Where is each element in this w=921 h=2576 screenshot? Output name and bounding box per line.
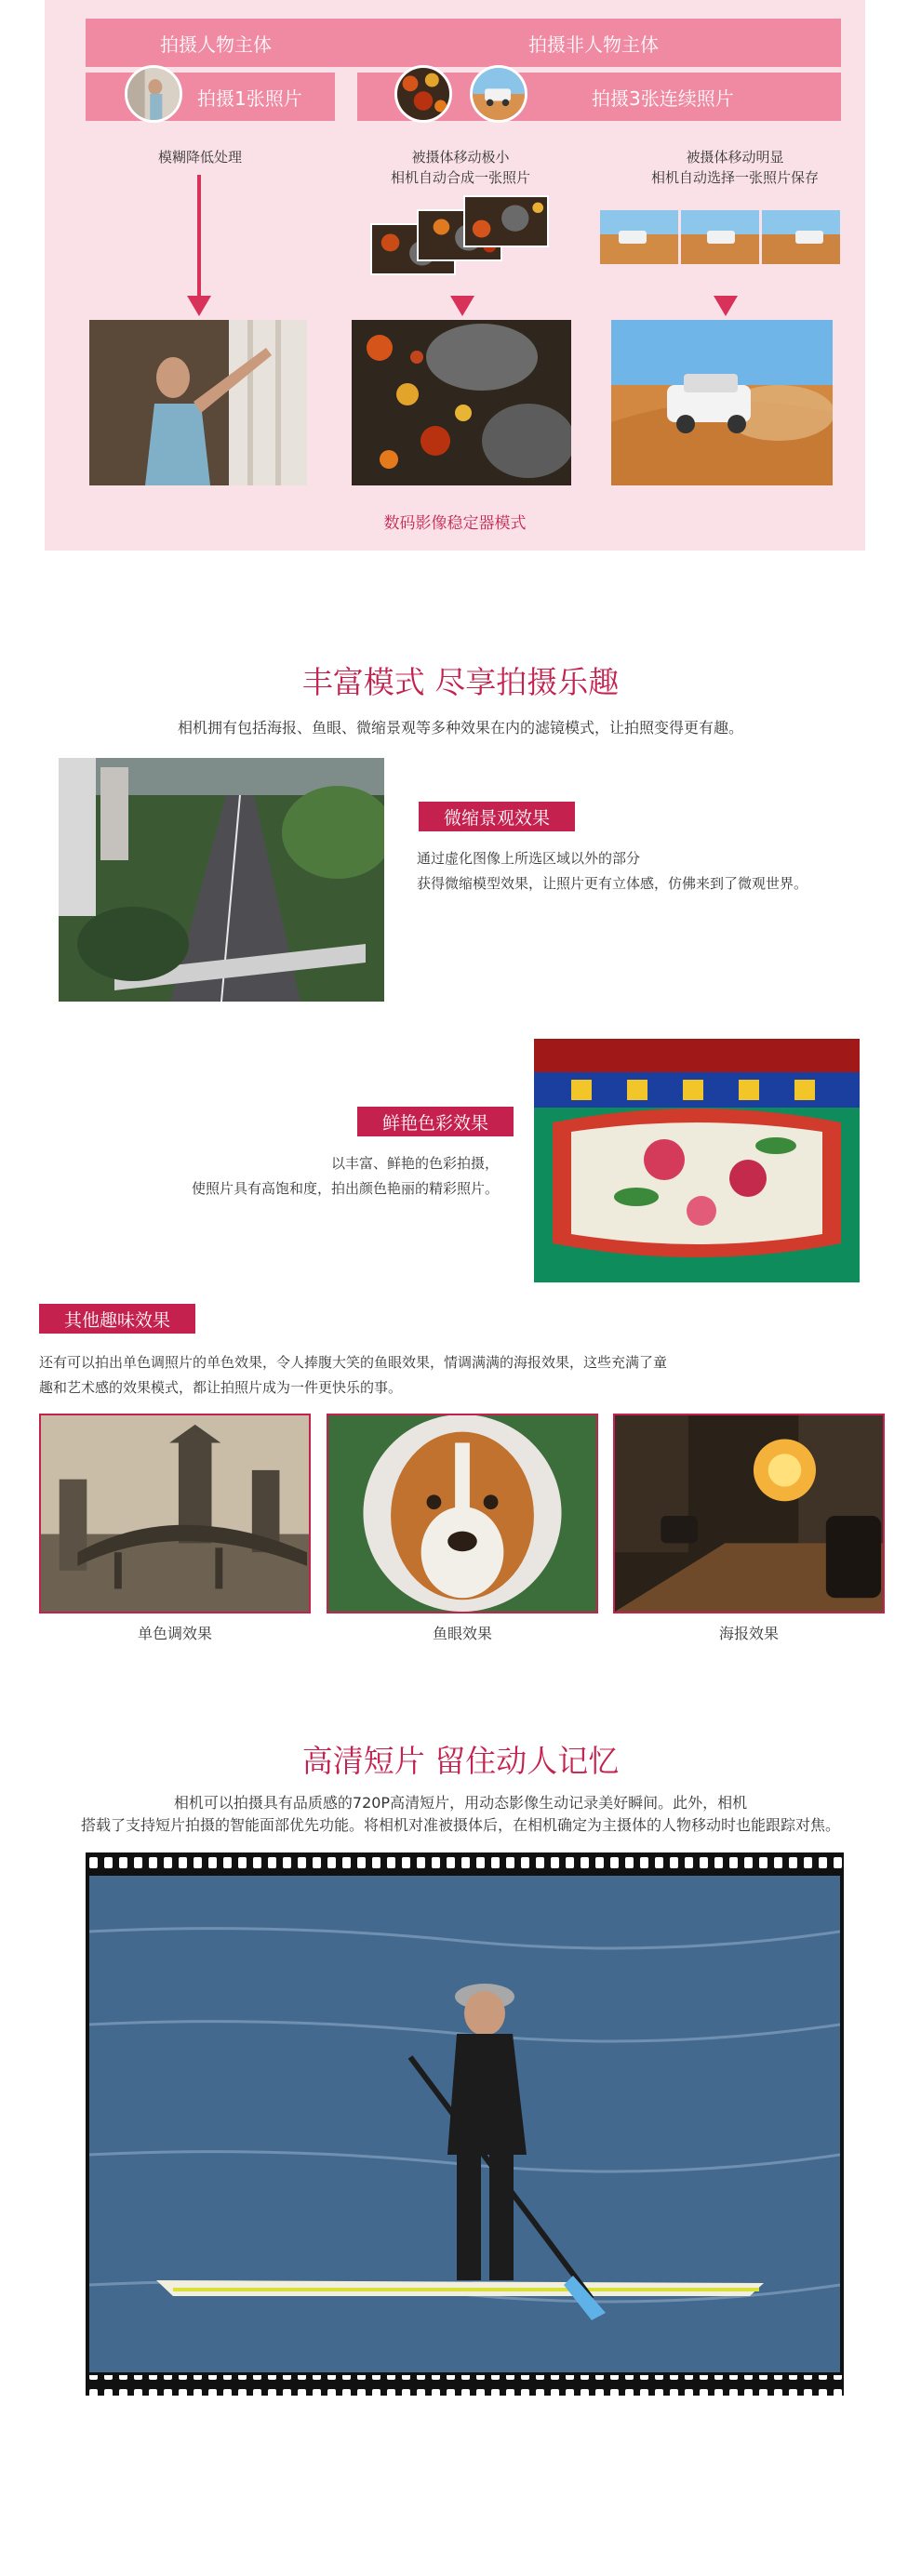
col3-caption-line2: 相机自动选择一张照片保存: [650, 169, 819, 186]
poster-photo: [613, 1414, 885, 1613]
col2-caption-line1: 被摄体移动极小: [411, 149, 510, 166]
other-effects-tag: 其他趣味效果: [39, 1304, 195, 1334]
video-title: 高清短片 留住动人记忆: [301, 1743, 620, 1779]
col2-arrowhead: [450, 296, 474, 316]
col1-arrowhead: [187, 296, 211, 316]
monochrome-caption: 单色调效果: [137, 1625, 212, 1642]
other-desc-line2: 趣和艺术感的效果模式，都让拍照片成为一件更快乐的事。: [39, 1379, 403, 1396]
col3-caption-line1: 被摄体移动明显: [686, 149, 784, 166]
col3-arrowhead: [714, 296, 738, 316]
video-desc-line2: 搭载了支持短片拍摄的智能面部优先功能。将相机对准被摄体后，在相机确定为主摄体的人物移动时也能跟踪对焦。: [80, 1816, 840, 1834]
poster-caption: 海报效果: [718, 1625, 779, 1642]
car-frame-2: [681, 210, 759, 264]
miniature-photo: [59, 758, 384, 1002]
leaves-stack-3: [463, 195, 549, 247]
desert-car-photo: [611, 320, 833, 485]
header-person-subject: 拍摄人物主体: [86, 19, 346, 67]
film-strip: [86, 1852, 844, 2396]
other-desc-line1: 还有可以拍出单色调照片的单色效果，令人捧腹大笑的鱼眼效果，情调满满的海报效果，这些充满了童: [39, 1354, 668, 1371]
car-frame-1: [600, 210, 678, 264]
video-desc-line1: 相机可以拍摄具有品质感的720P高清短片，用动态影像生动记录美好瞬间。此外，相机: [173, 1794, 748, 1812]
sub-three-photos-label: 拍摄3张连续照片: [592, 86, 734, 110]
stabilizer-mode-name: 数码影像稳定器模式: [383, 514, 527, 533]
ballerina-thumbnail: [125, 65, 182, 123]
miniature-tag: 微缩景观效果: [419, 802, 575, 831]
car-thumbnail: [470, 65, 527, 123]
miniature-desc-line2: 获得微缩模型效果，让照片更有立体感，仿佛来到了微观世界。: [417, 875, 808, 892]
col1-arrow-line: [197, 175, 201, 296]
ballerina-photo: [89, 320, 307, 485]
fisheye-caption: 鱼眼效果: [432, 1625, 492, 1642]
col1-caption: 模糊降低处理: [157, 149, 242, 166]
car-frame-3: [762, 210, 840, 264]
vivid-desc-line1: 以丰富、鲜艳的色彩拍摄，: [330, 1155, 499, 1172]
vivid-desc-line2: 使照片具有高饱和度，拍出颜色艳丽的精彩照片。: [191, 1180, 499, 1197]
vivid-tag: 鲜艳色彩效果: [357, 1107, 514, 1136]
rich-mode-title: 丰富模式 尽享拍摄乐趣: [301, 664, 620, 700]
leaves-thumbnail: [394, 65, 452, 123]
sub-one-photo: [86, 73, 335, 121]
leaves-photo: [352, 320, 571, 485]
fisheye-photo: [327, 1414, 598, 1613]
monochrome-photo: [39, 1414, 311, 1613]
sub-one-photo-label: 拍摄1张照片: [197, 86, 302, 110]
miniature-desc-line1: 通过虚化图像上所选区域以外的部分: [417, 850, 641, 867]
header-non-person-subject: 拍摄非人物主体: [346, 19, 841, 67]
rich-mode-subtitle: 相机拥有包括海报、鱼眼、微缩景观等多种效果在内的滤镜模式，让拍照变得更有趣。: [177, 719, 743, 737]
col2-caption-line2: 相机自动合成一张照片: [390, 169, 530, 186]
paddleboard-photo: [89, 1876, 840, 2372]
vivid-color-photo: [534, 1039, 860, 1282]
